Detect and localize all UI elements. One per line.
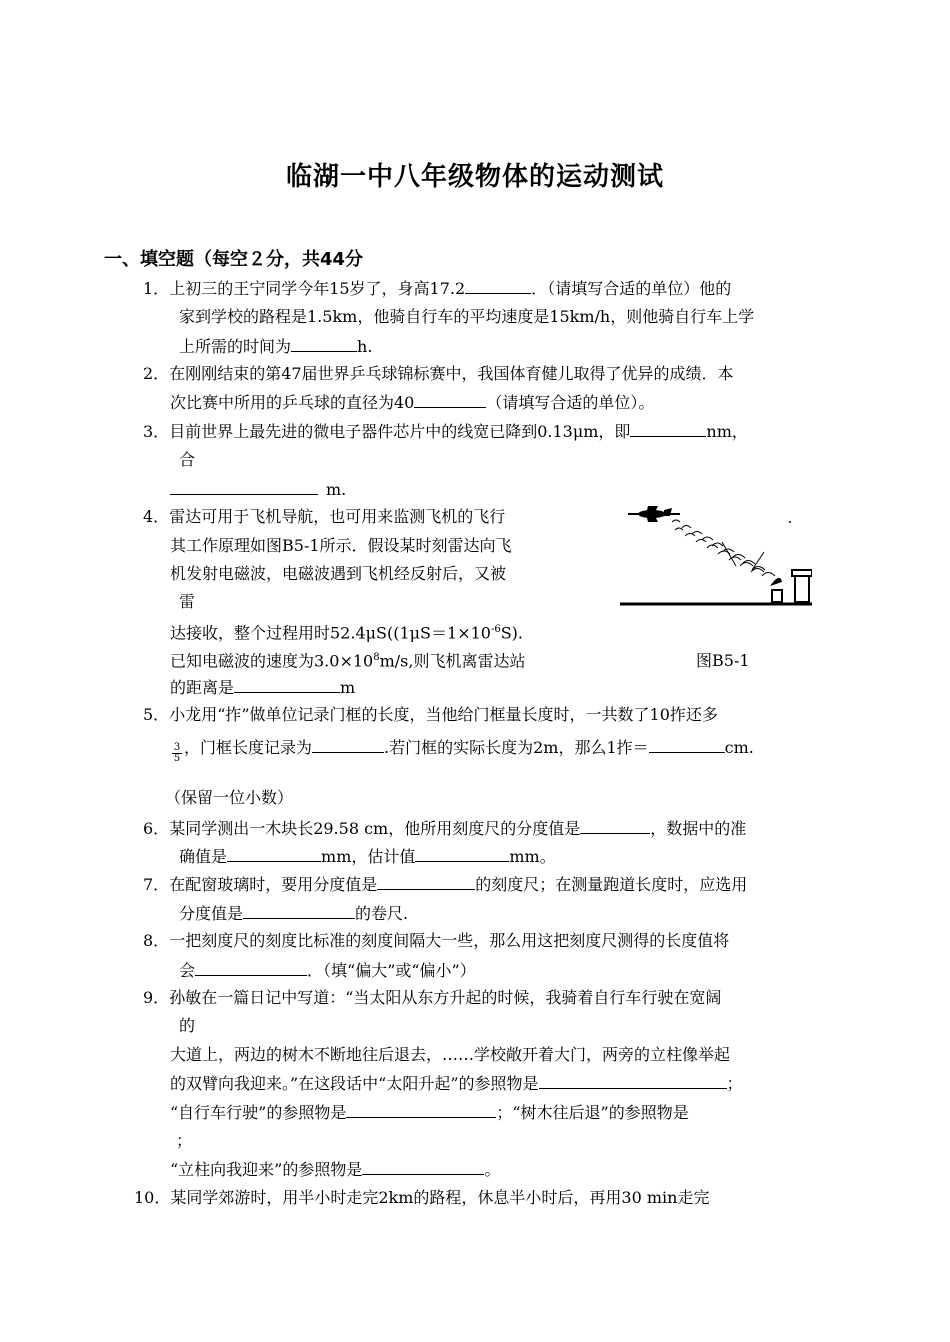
question-text: 分度值是 [179,904,244,923]
airplane-icon [628,506,680,522]
question-text: 次比赛中所用的乒乓球的直径为40 [170,393,415,412]
question-number: 10． [134,1188,171,1207]
question-text: m/s,则飞机离雷达站 [379,651,526,671]
question-number: 3． [143,422,170,441]
question-text: 小龙用“拃”做单位记录门框的长度，当他给门框量长度时，一共数了10拃还多 [169,705,718,724]
question-text: nm， [706,422,748,441]
question-4-line-6 [170,648,525,671]
question-text: h. [357,337,373,356]
question-text: “自行车行驶”的参照物是 [170,1103,347,1122]
figure-caption: 图B5-1 [696,651,750,670]
question-2-line-2 [170,392,654,413]
answer-blank[interactable] [539,1073,727,1089]
question-9-line-4 [170,1073,743,1094]
question-text: 的双臂向我迎来。”在这段话中“太阳升起”的参照物是 [170,1074,539,1093]
answer-blank[interactable] [227,846,321,862]
question-text: 上初三的王宁同学今年15岁了，身高17.2 [169,279,466,298]
question-text: m [340,678,356,697]
answer-blank[interactable] [362,1159,484,1175]
answer-blank[interactable] [465,278,531,294]
superscript: 8 [373,652,380,663]
question-4-line-1 [143,507,505,527]
question-9-line-1 [143,988,721,1008]
question-5-line-2 [184,737,754,758]
question-7-line-2 [179,903,408,924]
answer-blank[interactable] [649,737,725,753]
question-4-line-4: 雷 [179,592,196,611]
question-text: 的刻度尺；在测量跑道长度时，应选用 [475,875,748,894]
question-text: 。 [484,1160,501,1179]
question-4-line-3: 机发射电磁波，电磁波遇到飞机经反射后，又被 [170,564,507,583]
question-text: ．（填“偏大”或“偏小”） [307,961,476,980]
question-number: 1． [143,279,170,298]
question-3-line-3 [170,479,346,500]
answer-blank[interactable] [377,874,475,890]
radar-dish-icon [770,578,782,602]
answer-blank[interactable] [243,903,355,919]
question-5-line-1 [143,705,718,725]
question-3-line-2: 合 [179,450,196,469]
question-text: ．（请填写合适的单位）他的 [531,279,732,298]
answer-blank[interactable] [170,479,318,495]
question-text: mm，估计值 [321,847,416,866]
question-number: 4． [143,507,170,526]
question-text: 在配窗玻璃时，要用分度值是 [169,875,378,894]
question-text: 某同学测出一木块长29.58 cm，他所用刻度尺的分度值是 [169,819,581,838]
question-text: ，数据中的准 [650,819,747,838]
question-4-line-2: 其工作原理如图B5-1所示．假设某时刻雷达向飞 [170,536,512,555]
question-text: .若门框的实际长度为2m，那么1拃＝ [384,738,649,757]
question-1-line-2: 家到学校的路程是1.5km，他骑自行车的平均速度是15km/h，则他骑自行车上学 [179,307,755,326]
answer-blank[interactable] [414,392,486,408]
question-7-line-1 [143,874,747,895]
question-number: 5． [143,705,170,724]
question-9-line-3: 大道上，两边的树木不断地往后退去，……学校敞开着大门，两旁的立柱像举起 [170,1045,731,1064]
question-text: 的距离是 [170,678,235,697]
question-6-line-2 [179,846,556,867]
question-text: 某同学郊游时，用半小时走完2km的路程，休息半小时后，再用30 min走完 [170,1188,710,1207]
question-number: 6． [143,819,170,838]
question-number: 7． [143,875,170,894]
question-text: “立柱向我迎来”的参照物是 [170,1160,363,1179]
question-text: 雷达可用于飞机导航，也可用来监测飞机的飞行 [169,507,506,526]
question-6-line-1 [143,818,746,839]
question-text: 会 [179,961,196,980]
answer-blank[interactable] [312,737,384,753]
question-text: 孙敏在一篇日记中写道：“当太阳从东方升起的时候，我骑着自行车行驶在宽阔 [169,988,722,1007]
superscript: -6 [490,624,501,635]
answer-blank[interactable] [195,960,307,976]
question-10-line-1 [134,1188,709,1208]
question-1-line-3 [179,336,372,357]
question-text: ； [726,1074,743,1093]
electromagnetic-waves [672,520,775,576]
question-1-line-1 [143,278,731,299]
fraction [172,743,182,764]
question-text: 已知电磁波的速度为3.0×10 [170,651,374,671]
question-5-line-3: （保留一位小数） [165,788,294,807]
question-9-line-5 [170,1102,689,1123]
answer-blank[interactable] [346,1102,496,1118]
question-text: mm。 [509,847,556,866]
fraction-numerator: 3 [173,742,181,753]
question-8-line-1 [143,931,729,951]
question-4-line-5 [170,620,523,643]
answer-blank[interactable] [291,336,357,352]
radar-station-icon [792,570,812,602]
answer-blank[interactable] [234,677,340,693]
question-text: m. [326,480,347,499]
question-number: 9． [143,988,170,1007]
question-text: 目前世界上最先进的微电子器件芯片中的线宽已降到0.13μm，即 [169,422,631,441]
question-9-line-7 [170,1159,500,1180]
question-2-line-1 [143,364,734,384]
question-text: 一把刻度尺的刻度比标准的刻度间隔大一些，那么用这把刻度尺测得的长度值将 [169,931,730,950]
fraction-denominator: 5 [173,753,181,764]
answer-blank[interactable] [415,846,509,862]
question-text: S). [500,623,524,643]
question-number: 8． [143,931,170,950]
question-text: （请填写合适的单位）。 [486,393,655,412]
question-8-line-2 [179,960,476,981]
question-text: ，门框长度记录为 [184,738,313,757]
question-text: 上所需的时间为 [179,337,292,356]
section-heading: 一、填空题（每空２分，共44分 [104,249,364,270]
question-3-line-1 [143,421,748,442]
question-text: cm. [724,738,754,757]
question-text: 的卷尺. [355,904,409,923]
question-9-line-2: 的 [179,1016,196,1035]
question-text: 确值是 [179,847,228,866]
question-9-line-6: ； [176,1131,193,1150]
question-text: 在刚刚结束的第47届世界乒乓球锦标赛中，我国体育健儿取得了优异的成绩．本 [169,364,734,383]
question-text: ；“树木往后退”的参照物是 [496,1103,689,1122]
page-title: 临湖一中八年级物体的运动测试 [285,162,664,192]
radar-figure [612,490,812,614]
question-4-line-7 [170,677,355,698]
answer-blank[interactable] [580,818,650,834]
answer-blank[interactable] [630,421,706,437]
question-text: 达接收，整个过程用时52.4μS((1μS＝1×10 [170,623,491,643]
question-number: 2． [143,364,170,383]
